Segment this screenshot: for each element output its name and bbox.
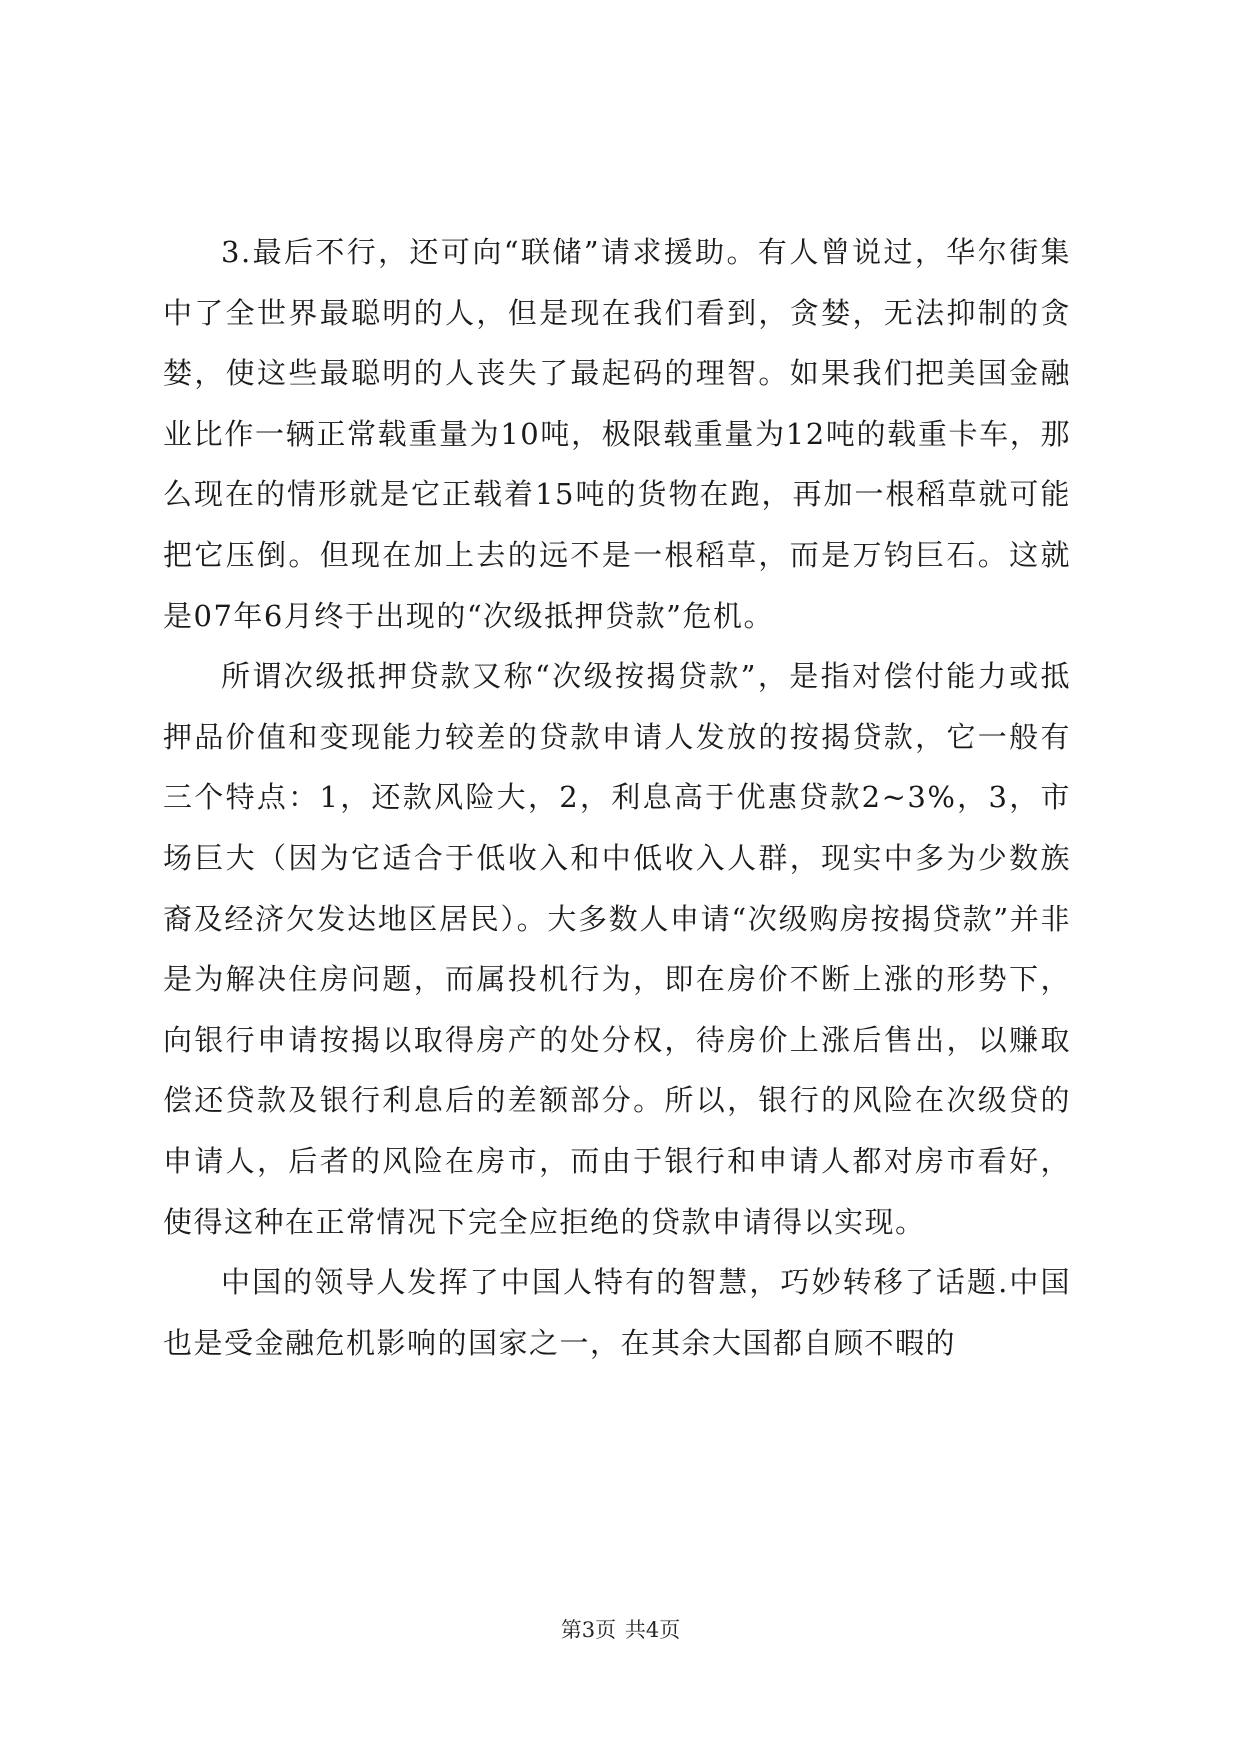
paragraph-1: 3.最后不行，还可向“联储”请求援助。有人曾说过，华尔街集中了全世界最聪明的人，但是现在我们看到，贪婪，无法抑制的贪婪，使这些最聪明的人丧失了最起码的理智。如果我们把美国金融业比作一辆正常载重量为10吨，极限载重量为12吨的载重卡车，那么现在的情形就是它正载着15吨的货物在跑，再加一根稻草就可能把它压倒。但现在加上去的远不是一根稻草，而是万钧巨石。这就是07年6月终于出现的“次级抵押贷款”危机。 [163, 235, 1071, 633]
page-footer [0, 1616, 1241, 1644]
page-total: 共4页 [624, 1618, 681, 1642]
paragraph-2: 所谓次级抵押贷款又称“次级按揭贷款”，是指对偿付能力或抵押品价值和变现能力较差的贷款申请人发放的按揭贷款，它一般有三个特点：1，还款风险大，2，利息高于优惠贷款2~3%，3，市场巨大（因为它适合于低收入和中低收入人群，现实中多为少数族裔及经济欠发达地区居民）。大多数人申请“次级购房按揭贷款”并非是为解决住房问题，而属投机行为，即在房价不断上涨的形势下，向银行申请按揭以取得房产的处分权，待房价上涨后售出，以赚取偿还贷款及银行利息后的差额部分。所以，银行的风险在次级贷的申请人，后者的风险在房市，而由于银行和申请人都对房市看好，使得这种在正常情况下完全应拒绝的贷款申请得以实现。 [163, 659, 1071, 1239]
paragraph-3: 中国的领导人发挥了中国人特有的智慧，巧妙转移了话题.中国也是受金融危机影响的国家之一，在其余大国都自顾不暇的 [163, 1265, 1071, 1360]
page-number: 第3页 [560, 1618, 617, 1642]
document-body [163, 222, 1071, 1373]
